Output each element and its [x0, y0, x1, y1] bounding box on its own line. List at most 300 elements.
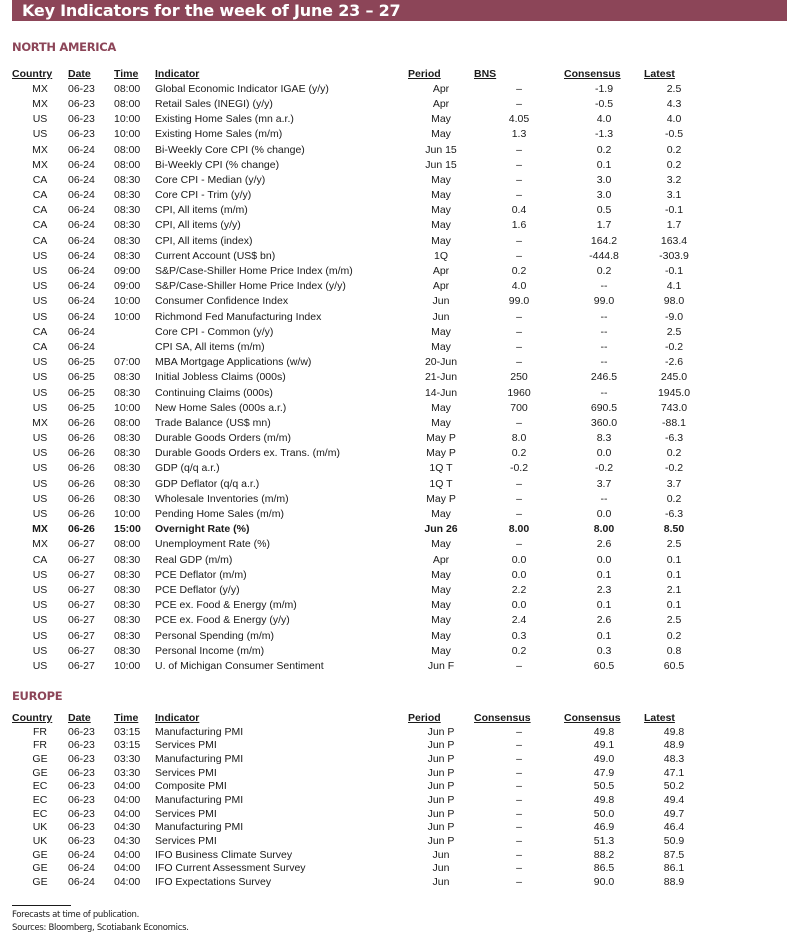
- col-header-consensus-1: Consensus: [474, 711, 531, 724]
- cell-latest: 2.5: [666, 614, 682, 627]
- cell-indicator: Services PMI: [155, 807, 217, 820]
- cell-consensus: 0.2: [596, 265, 612, 278]
- cell-bns: –: [516, 234, 522, 247]
- cell-consensus: --: [600, 492, 608, 505]
- cell-time: 08:30: [114, 553, 141, 566]
- cell-consensus: 8.3: [596, 432, 612, 445]
- table-row: [12, 567, 704, 582]
- cell-country: US: [32, 432, 48, 445]
- cell-date: 06-27: [68, 614, 95, 627]
- cell-indicator: Services PMI: [155, 835, 217, 848]
- cell-date: 06-27: [68, 629, 95, 642]
- cell-consensus: -0.2: [594, 462, 614, 475]
- table-row: [12, 127, 704, 142]
- table-row: [12, 537, 704, 552]
- cell-indicator: PCE Deflator (m/m): [155, 568, 247, 581]
- cell-consensus: 46.9: [593, 821, 615, 834]
- cell-date: 06-23: [68, 82, 95, 95]
- cell-bns: –: [516, 249, 522, 262]
- cell-indicator: Real GDP (m/m): [155, 553, 233, 566]
- cell-indicator: CPI, All items (m/m): [155, 204, 248, 217]
- cell-indicator: Core CPI - Trim (y/y): [155, 189, 252, 202]
- cell-indicator: New Home Sales (000s a.r.): [155, 401, 287, 414]
- cell-bns: –: [516, 538, 522, 551]
- cell-latest: 4.3: [666, 97, 682, 110]
- cell-time: 03:30: [114, 752, 141, 765]
- cell-consensus: --: [600, 386, 608, 399]
- cell-country: US: [32, 249, 48, 262]
- cell-date: 06-24: [68, 249, 95, 262]
- cell-time: 08:30: [114, 189, 141, 202]
- table-row: [12, 233, 704, 248]
- cell-bns: –: [516, 173, 522, 186]
- table-row: [12, 875, 704, 889]
- cell-consensus: 0.0: [596, 447, 612, 460]
- cell-latest: 48.9: [663, 739, 685, 752]
- cell-time: 04:00: [114, 793, 141, 806]
- cell-country: US: [32, 644, 48, 657]
- cell-indicator: Existing Home Sales (mn a.r.): [155, 113, 294, 126]
- cell-consensus: 0.2: [596, 143, 612, 156]
- cell-period: Jun 26: [424, 523, 458, 536]
- cell-latest: -0.1: [664, 204, 684, 217]
- cell-country: US: [32, 508, 48, 521]
- cell-period: May: [431, 644, 451, 657]
- cell-country: CA: [32, 173, 48, 186]
- cell-period: May: [431, 416, 451, 429]
- cell-time: 08:30: [114, 599, 141, 612]
- cell-period: May: [431, 568, 451, 581]
- cell-consensus: -0.5: [594, 97, 614, 110]
- cell-consensus: 0.1: [596, 568, 612, 581]
- cell-bns: –: [516, 158, 522, 171]
- cell-date: 06-24: [68, 295, 95, 308]
- cell-country: CA: [32, 325, 48, 338]
- table-row: [12, 81, 704, 96]
- cell-time: 08:30: [114, 386, 141, 399]
- cell-latest: 4.1: [666, 280, 682, 293]
- cell-period: May: [431, 204, 451, 217]
- cell-period: Jun F: [427, 659, 455, 672]
- cell-latest: 3.1: [666, 189, 682, 202]
- cell-time: 08:30: [114, 477, 141, 490]
- cell-consensus: --: [600, 280, 608, 293]
- cell-date: 06-26: [68, 447, 95, 460]
- cell-consensus: 164.2: [590, 234, 618, 247]
- cell-consensus: 47.9: [593, 766, 615, 779]
- cell-date: 06-24: [68, 310, 95, 323]
- table-row: [12, 613, 704, 628]
- cell-latest: 163.4: [660, 234, 688, 247]
- cell-date: 06-24: [68, 876, 95, 889]
- cell-date: 06-24: [68, 265, 95, 278]
- cell-period: May: [431, 599, 451, 612]
- table-row: [12, 552, 704, 567]
- cell-consensus: 50.0: [593, 807, 615, 820]
- cell-indicator: CPI, All items (y/y): [155, 219, 241, 232]
- cell-consensus: 0.5: [596, 204, 612, 217]
- cell-period: Jun P: [427, 821, 455, 834]
- cell-period: Jun P: [427, 835, 455, 848]
- cell-consensus: 3.0: [596, 189, 612, 202]
- cell-indicator: Global Economic Indicator IGAE (y/y): [155, 82, 329, 95]
- col-header-bns: BNS: [474, 67, 497, 80]
- table-row: [12, 491, 704, 506]
- cell-latest: 60.5: [663, 659, 685, 672]
- table-row: [12, 506, 704, 521]
- cell-date: 06-23: [68, 835, 95, 848]
- col-header-country: Country: [12, 67, 53, 80]
- cell-latest: 87.5: [663, 848, 685, 861]
- cell-bns: –: [516, 340, 522, 353]
- table-row: [12, 157, 704, 172]
- cell-consensus: -444.8: [589, 249, 619, 262]
- cell-consensus: --: [600, 310, 608, 323]
- cell-period: May: [431, 583, 451, 596]
- cell-time: 09:00: [114, 265, 141, 278]
- cell-time: 04:00: [114, 862, 141, 875]
- cell-indicator: Bi-Weekly CPI (% change): [155, 158, 280, 171]
- cell-bns: 700: [510, 401, 528, 414]
- table-row: [12, 582, 704, 597]
- cell-country: FR: [33, 725, 47, 738]
- cell-latest: 245.0: [660, 371, 688, 384]
- cell-bns: 0.3: [511, 629, 527, 642]
- cell-indicator: S&P/Case-Shiller Home Price Index (y/y): [155, 280, 346, 293]
- cell-date: 06-26: [68, 477, 95, 490]
- cell-date: 06-27: [68, 659, 95, 672]
- cell-period: Apr: [432, 553, 450, 566]
- cell-date: 06-23: [68, 821, 95, 834]
- cell-bns: –: [516, 416, 522, 429]
- cell-date: 06-23: [68, 128, 95, 141]
- cell-latest: -6.3: [664, 508, 684, 521]
- table-row: [12, 738, 704, 752]
- cell-indicator: Core CPI - Common (y/y): [155, 325, 274, 338]
- cell-date: 06-27: [68, 568, 95, 581]
- cell-consensus: 690.5: [590, 401, 618, 414]
- cell-time: 09:00: [114, 280, 141, 293]
- cell-bns: –: [516, 835, 522, 848]
- cell-period: 20-Jun: [424, 356, 458, 369]
- col-header-consensus-2: Consensus: [564, 711, 621, 724]
- cell-indicator: Existing Home Sales (m/m): [155, 128, 283, 141]
- cell-country: US: [32, 492, 48, 505]
- table-row: [12, 476, 704, 491]
- cell-consensus: 88.2: [593, 848, 615, 861]
- col-header-time: Time: [114, 67, 139, 80]
- cell-period: Apr: [432, 82, 450, 95]
- cell-bns: 2.4: [511, 614, 527, 627]
- cell-bns: –: [516, 143, 522, 156]
- cell-time: 08:00: [114, 143, 141, 156]
- cell-indicator: PCE ex. Food & Energy (m/m): [155, 599, 297, 612]
- cell-country: MX: [32, 82, 48, 95]
- cell-time: [114, 324, 155, 339]
- cell-latest: -9.0: [664, 310, 684, 323]
- cell-consensus: 8.00: [593, 523, 615, 536]
- cell-indicator: IFO Expectations Survey: [155, 876, 272, 889]
- cell-latest: -6.3: [664, 432, 684, 445]
- table-row: [12, 355, 704, 370]
- cell-bns: –: [516, 780, 522, 793]
- cell-latest: 0.1: [666, 568, 682, 581]
- cell-date: 06-25: [68, 356, 95, 369]
- col-header-latest: Latest: [644, 711, 675, 724]
- cell-country: US: [32, 128, 48, 141]
- cell-consensus: --: [600, 340, 608, 353]
- cell-bns: 1960: [507, 386, 531, 399]
- cell-period: 14-Jun: [424, 386, 458, 399]
- cell-time: 08:30: [114, 583, 141, 596]
- cell-indicator: Pending Home Sales (m/m): [155, 508, 284, 521]
- cell-latest: 0.2: [666, 492, 682, 505]
- cell-country: CA: [32, 189, 48, 202]
- cell-country: MX: [32, 158, 48, 171]
- cell-latest: 0.2: [666, 447, 682, 460]
- cell-country: MX: [32, 416, 48, 429]
- cell-time: 04:30: [114, 835, 141, 848]
- cell-country: US: [32, 295, 48, 308]
- cell-date: 06-26: [68, 523, 95, 536]
- cell-time: 08:30: [114, 568, 141, 581]
- cell-latest: -0.5: [664, 128, 684, 141]
- col-header-country: Country: [12, 711, 53, 724]
- cell-indicator: CPI SA, All items (m/m): [155, 340, 265, 353]
- cell-indicator: GDP Deflator (q/q a.r.): [155, 477, 260, 490]
- cell-country: FR: [33, 739, 47, 752]
- cell-country: US: [32, 280, 48, 293]
- cell-country: US: [32, 310, 48, 323]
- cell-latest: 46.4: [663, 821, 685, 834]
- cell-bns: –: [516, 848, 522, 861]
- cell-date: 06-23: [68, 97, 95, 110]
- table-row: [12, 370, 704, 385]
- cell-consensus: 49.8: [593, 793, 615, 806]
- cell-country: EC: [32, 807, 48, 820]
- table-row: [12, 400, 704, 415]
- title-bar: [12, 0, 787, 21]
- cell-period: Jun 15: [425, 143, 457, 156]
- cell-time: 03:30: [114, 766, 141, 779]
- cell-country: CA: [32, 234, 48, 247]
- cell-time: 10:00: [114, 113, 141, 126]
- cell-time: 08:30: [114, 234, 141, 247]
- cell-time: 10:00: [114, 659, 141, 672]
- cell-bns: –: [516, 82, 522, 95]
- cell-consensus: 0.3: [596, 644, 612, 657]
- cell-date: 06-24: [68, 173, 95, 186]
- cell-consensus: --: [600, 325, 608, 338]
- cell-country: US: [32, 629, 48, 642]
- cell-latest: 1945.0: [657, 386, 691, 399]
- cell-latest: 0.1: [666, 553, 682, 566]
- cell-time: 04:30: [114, 821, 141, 834]
- cell-country: GE: [32, 766, 48, 779]
- cell-latest: 0.2: [666, 629, 682, 642]
- cell-latest: 49.8: [663, 725, 685, 738]
- cell-consensus: 0.1: [596, 629, 612, 642]
- cell-consensus: 2.6: [596, 614, 612, 627]
- cell-period: May: [431, 614, 451, 627]
- cell-bns: 4.0: [511, 280, 527, 293]
- cell-time: 08:30: [114, 492, 141, 505]
- cell-time: 08:30: [114, 644, 141, 657]
- cell-period: Apr: [432, 265, 450, 278]
- table-row: [12, 248, 704, 263]
- cell-date: 06-27: [68, 599, 95, 612]
- cell-time: 08:00: [114, 158, 141, 171]
- cell-indicator: Core CPI - Median (y/y): [155, 173, 266, 186]
- cell-bns: 0.0: [511, 599, 527, 612]
- section-title-north-america: NORTH AMERICA: [12, 40, 116, 54]
- table-row: [12, 766, 704, 780]
- cell-country: CA: [32, 340, 48, 353]
- cell-country: US: [32, 356, 48, 369]
- cell-bns: –: [516, 876, 522, 889]
- cell-date: 06-23: [68, 725, 95, 738]
- cell-time: 08:30: [114, 629, 141, 642]
- cell-date: 06-25: [68, 401, 95, 414]
- cell-consensus: 2.3: [596, 583, 612, 596]
- cell-bns: 1.6: [511, 219, 527, 232]
- cell-period: May: [431, 629, 451, 642]
- cell-date: 06-24: [68, 862, 95, 875]
- cell-bns: 0.2: [511, 447, 527, 460]
- cell-latest: 2.1: [666, 583, 682, 596]
- table-row: [12, 96, 704, 111]
- table-header-row: [12, 66, 704, 81]
- cell-period: Jun: [432, 310, 450, 323]
- cell-date: 06-24: [68, 848, 95, 861]
- cell-period: Jun: [432, 862, 450, 875]
- cell-date: 06-24: [68, 158, 95, 171]
- table-row: [12, 172, 704, 187]
- table-row: [12, 658, 704, 673]
- cell-bns: –: [516, 725, 522, 738]
- cell-date: 06-23: [68, 793, 95, 806]
- cell-latest: 98.0: [663, 295, 685, 308]
- cell-latest: 2.5: [666, 82, 682, 95]
- cell-date: 06-26: [68, 462, 95, 475]
- col-header-indicator: Indicator: [155, 711, 200, 724]
- cell-bns: –: [516, 97, 522, 110]
- cell-period: Apr: [432, 280, 450, 293]
- col-header-latest: Latest: [644, 67, 675, 80]
- cell-country: MX: [32, 143, 48, 156]
- cell-period: 21-Jun: [424, 371, 458, 384]
- cell-consensus: 49.1: [593, 739, 615, 752]
- cell-period: Jun P: [427, 780, 455, 793]
- cell-country: CA: [32, 553, 48, 566]
- cell-indicator: Durable Goods Orders (m/m): [155, 432, 291, 445]
- cell-bns: –: [516, 659, 522, 672]
- cell-date: 06-26: [68, 416, 95, 429]
- cell-period: May: [431, 234, 451, 247]
- cell-bns: 8.0: [511, 432, 527, 445]
- cell-bns: –: [516, 766, 522, 779]
- cell-indicator: Manufacturing PMI: [155, 793, 244, 806]
- cell-time: 04:00: [114, 780, 141, 793]
- cell-date: 06-24: [68, 204, 95, 217]
- cell-date: 06-24: [68, 143, 95, 156]
- cell-period: 1Q T: [429, 462, 453, 475]
- cell-bns: 4.05: [508, 113, 530, 126]
- cell-bns: -0.2: [509, 462, 529, 475]
- cell-period: Jun: [432, 295, 450, 308]
- table-row: [12, 643, 704, 658]
- table-row: [12, 218, 704, 233]
- cell-period: Jun P: [427, 752, 455, 765]
- cell-period: 1Q T: [429, 477, 453, 490]
- cell-date: 06-23: [68, 739, 95, 752]
- cell-time: 10:00: [114, 508, 141, 521]
- cell-indicator: Services PMI: [155, 739, 217, 752]
- table-row: [12, 339, 704, 354]
- cell-consensus: 86.5: [593, 862, 615, 875]
- cell-consensus: 90.0: [593, 876, 615, 889]
- cell-indicator: Wholesale Inventories (m/m): [155, 492, 289, 505]
- cell-indicator: Bi-Weekly Core CPI (% change): [155, 143, 305, 156]
- cell-latest: -0.2: [664, 340, 684, 353]
- cell-period: May: [431, 128, 451, 141]
- cell-latest: -2.6: [664, 356, 684, 369]
- cell-indicator: Retail Sales (INEGI) (y/y): [155, 97, 273, 110]
- cell-country: GE: [32, 862, 48, 875]
- cell-indicator: Personal Spending (m/m): [155, 629, 275, 642]
- cell-time: 08:30: [114, 219, 141, 232]
- cell-consensus: 0.1: [596, 158, 612, 171]
- cell-bns: –: [516, 508, 522, 521]
- cell-country: US: [32, 371, 48, 384]
- cell-bns: 8.00: [508, 523, 530, 536]
- table-row: [12, 725, 704, 739]
- cell-indicator: GDP (q/q a.r.): [155, 462, 220, 475]
- cell-consensus: 360.0: [590, 416, 618, 429]
- cell-consensus: 0.0: [596, 553, 612, 566]
- col-header-period: Period: [408, 711, 441, 724]
- cell-consensus: 3.7: [596, 477, 612, 490]
- cell-latest: 1.7: [666, 219, 682, 232]
- cell-consensus: 51.3: [593, 835, 615, 848]
- cell-latest: -303.9: [659, 249, 689, 262]
- cell-bns: –: [516, 310, 522, 323]
- cell-country: GE: [32, 752, 48, 765]
- cell-time: 08:30: [114, 173, 141, 186]
- cell-time: 03:15: [114, 725, 141, 738]
- cell-indicator: Services PMI: [155, 766, 217, 779]
- cell-indicator: Initial Jobless Claims (000s): [155, 371, 286, 384]
- table-row: [12, 793, 704, 807]
- cell-consensus: --: [600, 356, 608, 369]
- col-header-indicator: Indicator: [155, 67, 200, 80]
- cell-bns: –: [516, 739, 522, 752]
- cell-period: Jun: [432, 876, 450, 889]
- cell-latest: -88.1: [662, 416, 686, 429]
- cell-period: May: [431, 113, 451, 126]
- cell-time: 08:30: [114, 249, 141, 262]
- cell-time: 04:00: [114, 807, 141, 820]
- table-row: [12, 188, 704, 203]
- footnote-forecasts: Forecasts at time of publication.: [12, 910, 140, 920]
- cell-period: May P: [426, 492, 456, 505]
- table-row: [12, 446, 704, 461]
- table-row: [12, 324, 704, 339]
- cell-country: US: [32, 568, 48, 581]
- europe-table: [12, 711, 704, 889]
- cell-period: Jun P: [427, 793, 455, 806]
- cell-country: EC: [32, 793, 48, 806]
